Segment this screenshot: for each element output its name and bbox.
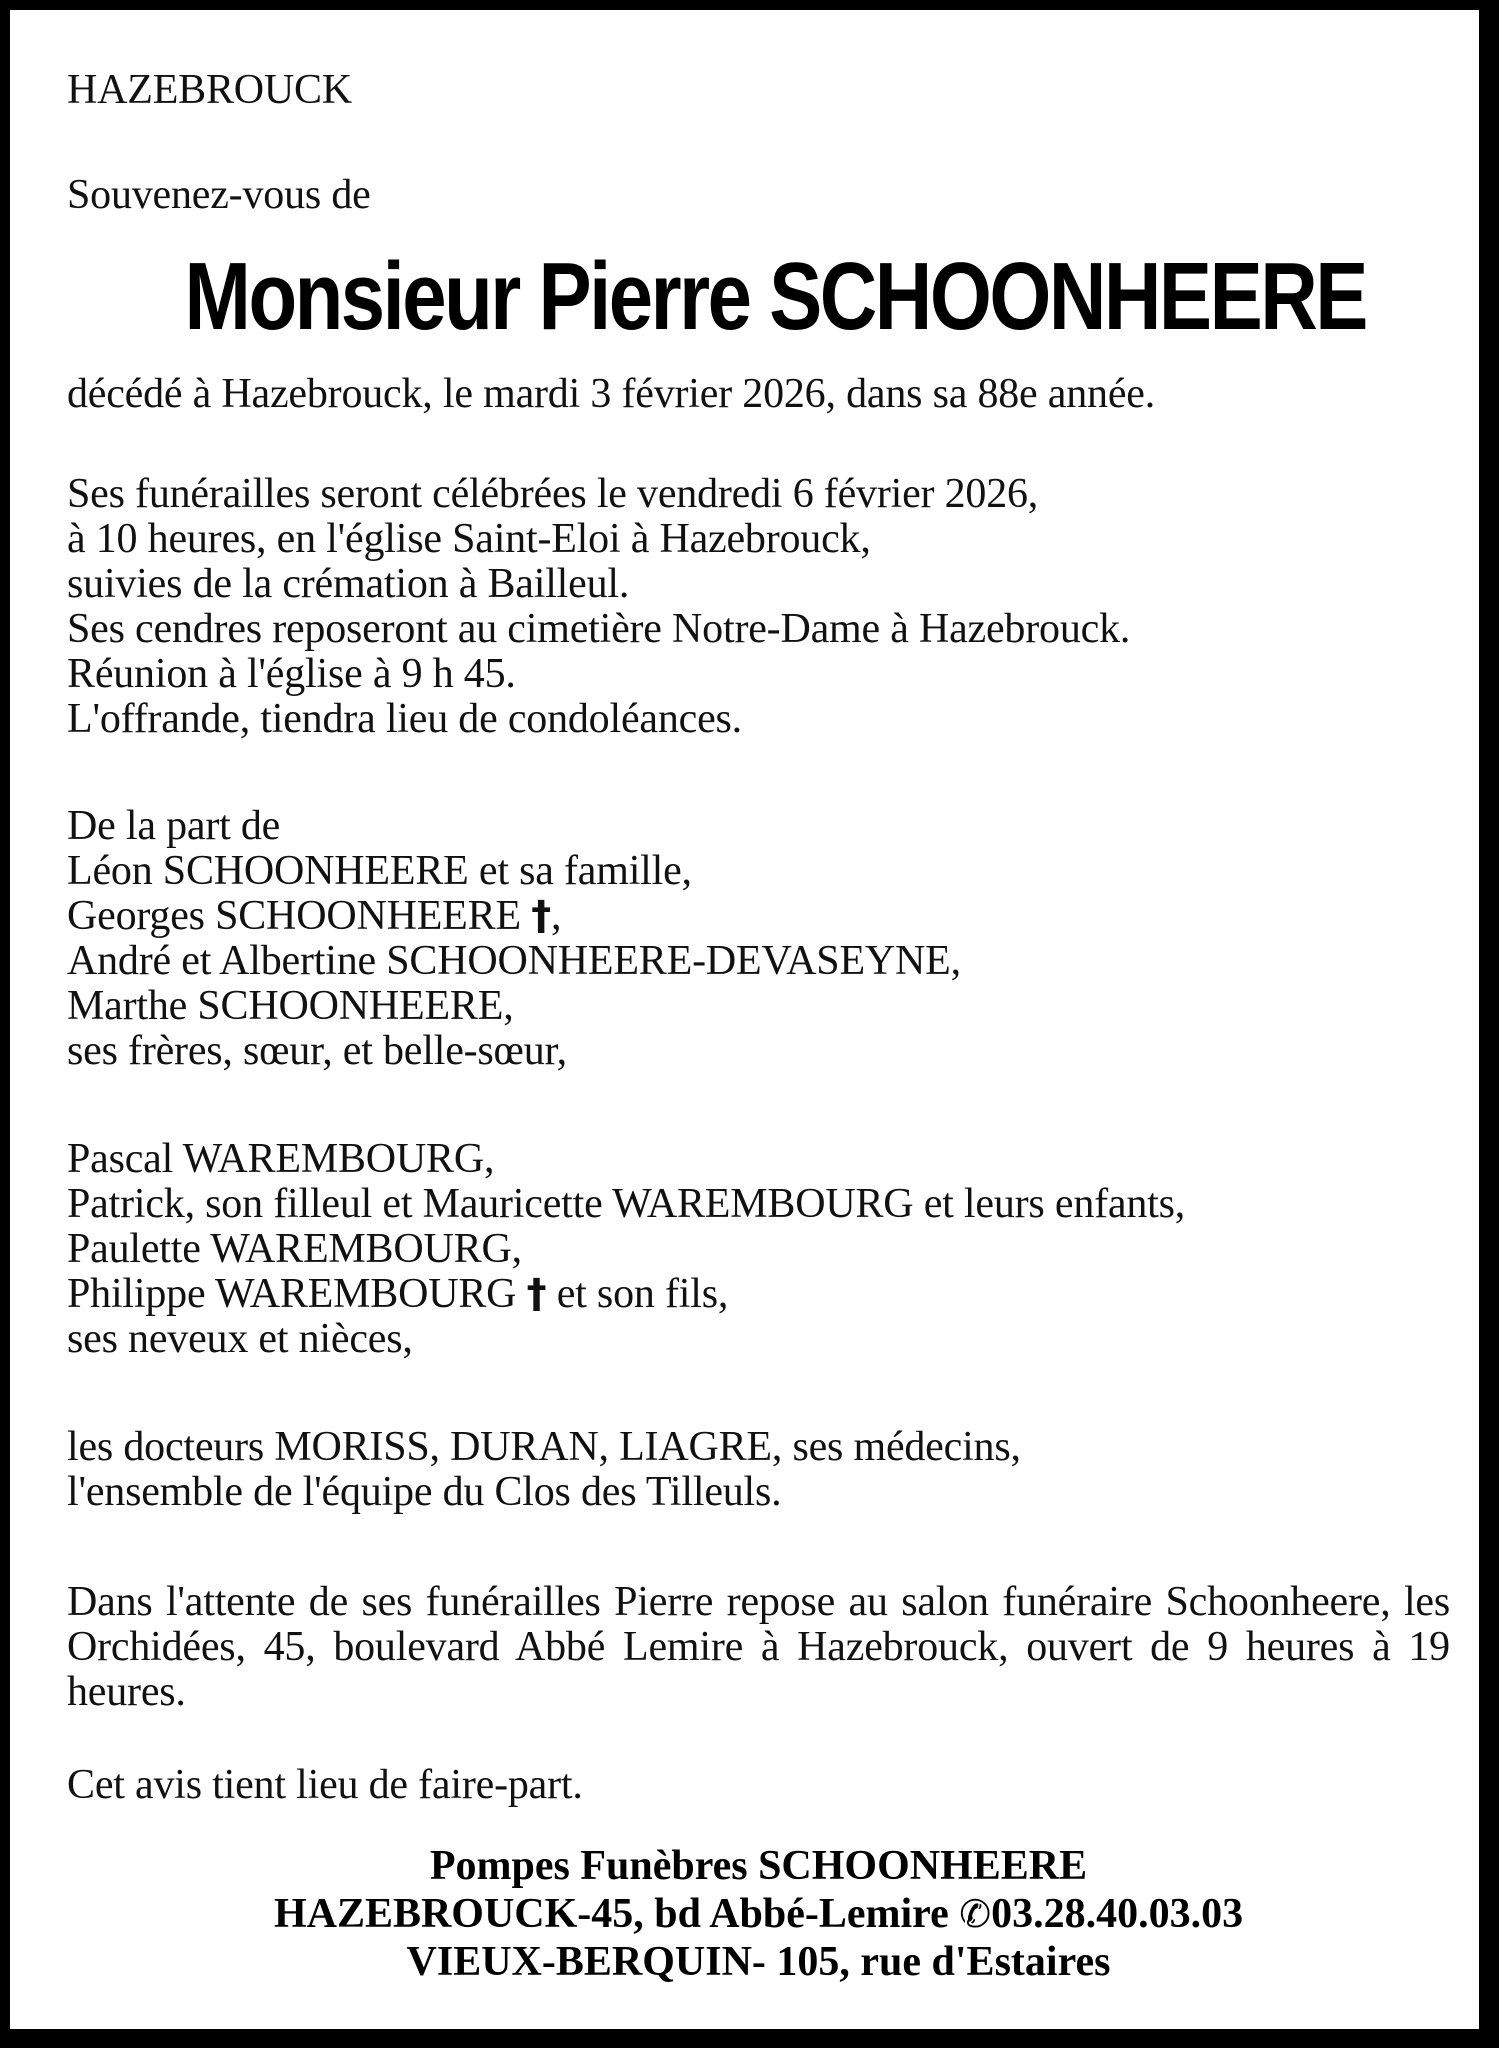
- family-name: Philippe WAREMBOURG: [67, 1271, 527, 1317]
- deceased-name: Monsieur Pierre SCHOONHEERE: [184, 243, 1366, 350]
- doctors-line: les docteurs MORISS, DURAN, LIAGRE, ses médecins,: [67, 1424, 1021, 1470]
- viewing-info: [67, 1580, 1450, 1715]
- family-line: [67, 894, 961, 939]
- family-line: Patrick, son filleul et Mauricette WAREMBOURG et leurs enfants,: [67, 1181, 1186, 1227]
- address-1: HAZEBROUCK-45, bd Abbé-Lemire: [273, 1891, 960, 1937]
- funeral-line: à 10 heures, en l'église Saint-Eloi à Hazebrouck,: [67, 516, 871, 562]
- family-punct: ,: [551, 893, 562, 939]
- family-line: Paulette WAREMBOURG,: [67, 1226, 522, 1272]
- funeral-line: Ses cendres reposeront au cimetière Notre-Dame à Hazebrouck.: [67, 606, 1131, 652]
- phone-number: 03.28.40.03.03: [991, 1891, 1244, 1937]
- viewing-paragraph: Dans l'attente de ses funérailles Pierre repose au salon funéraire Schoonheere, les Orchidées, 45, boulevard Abbé Lemire à Hazebrouck, ouvert de 9 heures à 19 heures.: [67, 1579, 1450, 1715]
- funeral-home-footer: [67, 1842, 1450, 1986]
- family-line: André et Albertine SCHOONHEERE-DEVASEYNE,: [67, 938, 961, 984]
- family-line: [67, 1272, 1185, 1317]
- doctors: [67, 1425, 1021, 1515]
- funeral-line: Réunion à l'église à 9 h 45.: [67, 651, 516, 697]
- family-line: ses neveux et nièces,: [67, 1316, 413, 1362]
- family-line: Léon SCHOONHEERE et sa famille,: [67, 848, 692, 894]
- family-siblings: [67, 804, 961, 1074]
- family-line: ses frères, sœur, et belle-sœur,: [67, 1028, 567, 1074]
- funeral-line: L'offrande, tiendra lieu de condoléances.: [67, 696, 742, 742]
- family-nephews: [67, 1137, 1185, 1362]
- family-line: De la part de: [67, 803, 281, 849]
- funeral-home-address-1: [67, 1890, 1450, 1938]
- family-line: Marthe SCHOONHEERE,: [67, 983, 514, 1029]
- closing-text: Cet avis tient lieu de faire-part.: [67, 1762, 583, 1808]
- death-details: décédé à Hazebrouck, le mardi 3 février 2026, dans sa 88e année.: [67, 371, 1156, 417]
- funeral-line: Ses funérailles seront célébrées le vendredi 6 février 2026,: [67, 471, 1039, 517]
- city-heading: HAZEBROUCK: [67, 67, 353, 113]
- phone-icon: ✆: [959, 1892, 992, 1936]
- intro-text: Souvenez-vous de: [67, 172, 371, 218]
- funeral-home-address-2: VIEUX-BERQUIN- 105, rue d'Estaires: [406, 1939, 1111, 1985]
- cross-icon: †: [526, 1271, 547, 1317]
- obituary-notice: [6, 6, 1483, 2033]
- family-name: Georges SCHOONHEERE: [67, 893, 532, 939]
- family-line: Pascal WAREMBOURG,: [67, 1136, 495, 1182]
- funeral-line: suivies de la crémation à Bailleul.: [67, 561, 630, 607]
- family-suffix: et son fils,: [546, 1271, 729, 1317]
- doctors-line: l'ensemble de l'équipe du Clos des Tilleuls.: [67, 1469, 782, 1515]
- funeral-details: [67, 472, 1130, 742]
- cross-icon: †: [531, 893, 552, 939]
- funeral-home-name: Pompes Funèbres SCHOONHEERE: [429, 1843, 1088, 1889]
